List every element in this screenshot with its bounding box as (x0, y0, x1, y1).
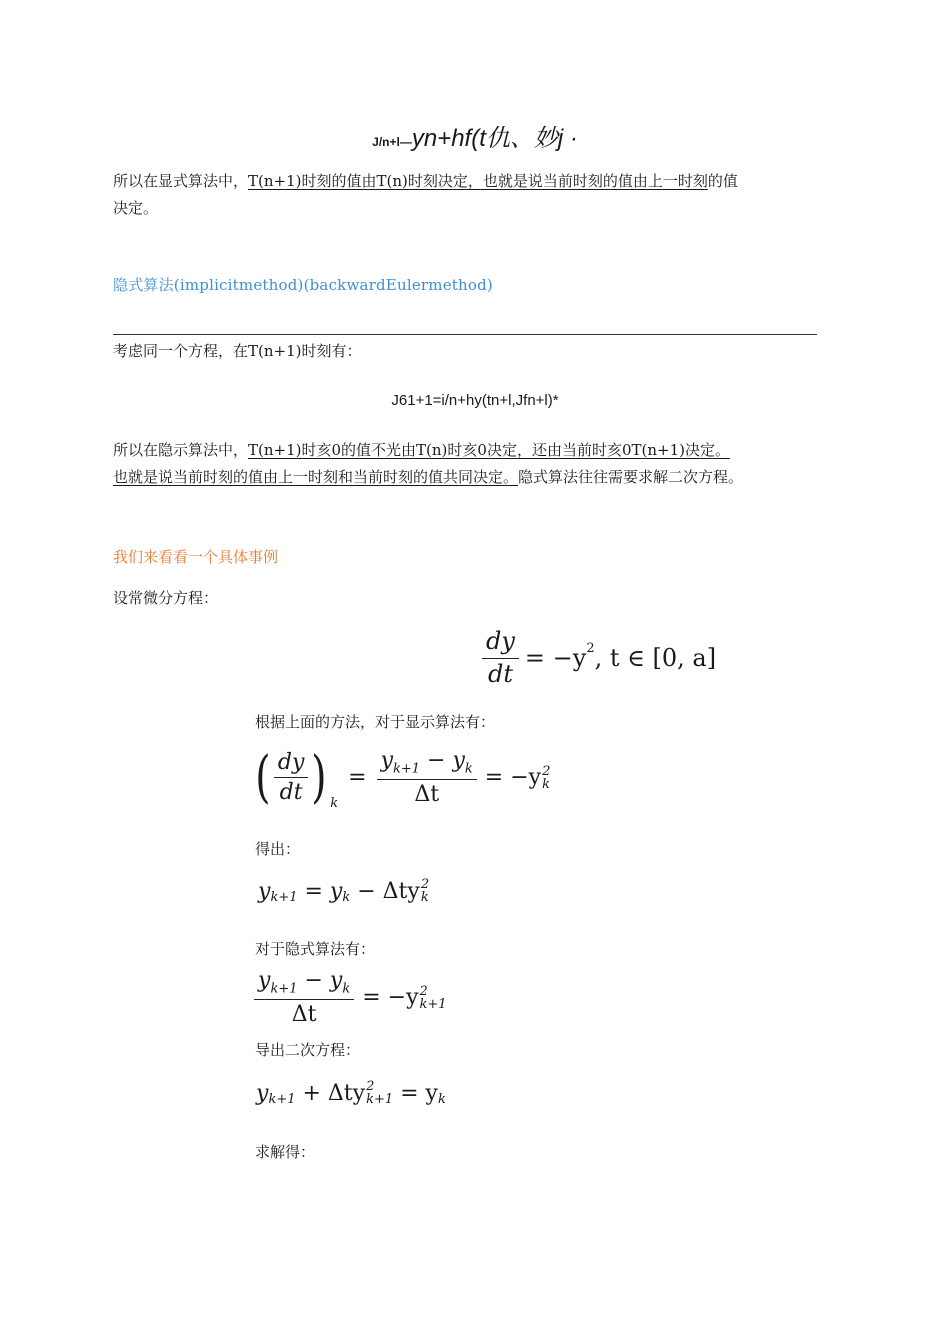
example-heading: 我们来看看一个具体事例 (113, 548, 279, 566)
derive-eq-sign: = (297, 878, 330, 904)
implicit-paragraph-suffix: 隐式算法往往需要求解二次方程。 (518, 468, 744, 486)
implicit-eq-delta: Δt (291, 1002, 317, 1028)
explicit-method-label: 根据上面的方法，对于显示算法有： (255, 713, 496, 731)
implicit-eq-sub1: k+1 (270, 981, 298, 997)
explicit-eq-y1: y (380, 748, 393, 773)
explicit-paragraph (113, 168, 823, 222)
quadratic-sub: k+1 (366, 1092, 394, 1107)
ode-den: dt (487, 659, 513, 688)
derive-rest: − Δty (350, 878, 420, 904)
explicit-eq-num: dy (274, 750, 309, 778)
implicit-eq-rhs: = −y (362, 985, 419, 1011)
derive-equation (258, 878, 429, 904)
set-ode-label: 设常微分方程： (113, 589, 219, 607)
implicit-paragraph-prefix: 所以在隐示算法中， (113, 441, 249, 459)
implicit-eq-sub2: k (342, 981, 351, 997)
quadratic-equation: y $_{k+1}$ + Δty 2 k+1 = y $_k$ (256, 1079, 446, 1107)
explicit-eq-rhs-sub: k (542, 776, 550, 792)
formula-small-part: J/n+l— (372, 135, 412, 149)
ode-power: 2 (586, 640, 595, 656)
explicit-equation: ( $\frac{dy}{dt}$ ) $_k$ = $\frac{y_{k+1} - y_k}{\Delta t}$ = −y 2 k (255, 744, 551, 812)
quadratic-rhs-sub: k (437, 1091, 446, 1107)
solve-label: 求解得： (255, 1143, 316, 1161)
ode-num: dy (482, 628, 519, 659)
explicit-eq-den: dt (279, 780, 303, 806)
explicit-eq-rhs-sup: 2 (542, 763, 551, 779)
quadratic-plus: + Δty (295, 1080, 366, 1106)
quadratic-sup: 2 (366, 1079, 375, 1094)
derive-label: 得出： (255, 840, 301, 858)
consider-paragraph: 考虑同一个方程，在T(n+1)时刻有： (113, 342, 362, 360)
implicit-paragraph (113, 437, 833, 491)
ode-rhs: = −y (524, 644, 587, 673)
implicit-formula: J61+1=i/n+hy(tn+l,Jfn+l)* (391, 392, 559, 409)
explicit-paragraph-underlined: T(n+1)时刻的值由T(n)时刻决定，也就是说当前时刻的值由上一时刻 (248, 172, 708, 190)
implicit-eq-rhs-sup: 2 (419, 983, 428, 999)
quadratic-label: 导出二次方程： (255, 1041, 361, 1059)
formula-large-part: yn+hf(t仇、妙j · (411, 125, 578, 152)
derive-lhs-sub: k+1 (270, 889, 298, 905)
derive-y-sub: k (342, 889, 351, 905)
derive-lhs: y (258, 878, 271, 904)
explicit-eq-minus: − (420, 748, 453, 773)
explicit-paragraph-prefix: 所以在显式算法中， (113, 172, 249, 190)
implicit-eq-rhs-sub: k+1 (419, 996, 447, 1012)
explicit-paragraph-suffix: 的值 (707, 172, 738, 190)
derive-y: y (329, 878, 343, 904)
implicit-paragraph-underlined-2: 也就是说当前时刻的值由上一时刻和当前时刻的值共同决定。 (113, 468, 519, 486)
explicit-eq-delta: Δt (414, 782, 440, 808)
implicit-paragraph-underlined-1: T(n+1)时亥0的值不光由T(n)时亥0决定，还由当前时亥0T(n+1)决定。 (248, 441, 730, 459)
quadratic-lhs-sub: k+1 (268, 1091, 296, 1107)
implicit-method-heading: 隐式算法(implicitmethod)(backwardEulermethod) (113, 276, 493, 294)
quadratic-eq-sign: = y (393, 1080, 438, 1106)
ode-domain: , t ∈ [0, a] (594, 644, 717, 673)
explicit-eq-sub2: k (464, 761, 473, 777)
explicit-formula-header (0, 118, 950, 153)
explicit-eq-sub1: k+1 (393, 761, 421, 777)
explicit-eq-rhs: = −y (484, 765, 542, 791)
derive-rest-sub: k (420, 890, 429, 905)
explicit-eq-sub-k: k (330, 796, 339, 812)
derive-rest-sup: 2 (420, 877, 430, 892)
implicit-method-label: 对于隐式算法有： (255, 940, 376, 958)
explicit-paragraph-line2: 决定。 (113, 199, 159, 217)
section-divider (113, 334, 817, 335)
ode-equation (482, 628, 716, 688)
implicit-equation: $\frac{y_{k+1} - y_k}{\Delta t}$ = −y 2 k+1 (254, 968, 447, 1028)
